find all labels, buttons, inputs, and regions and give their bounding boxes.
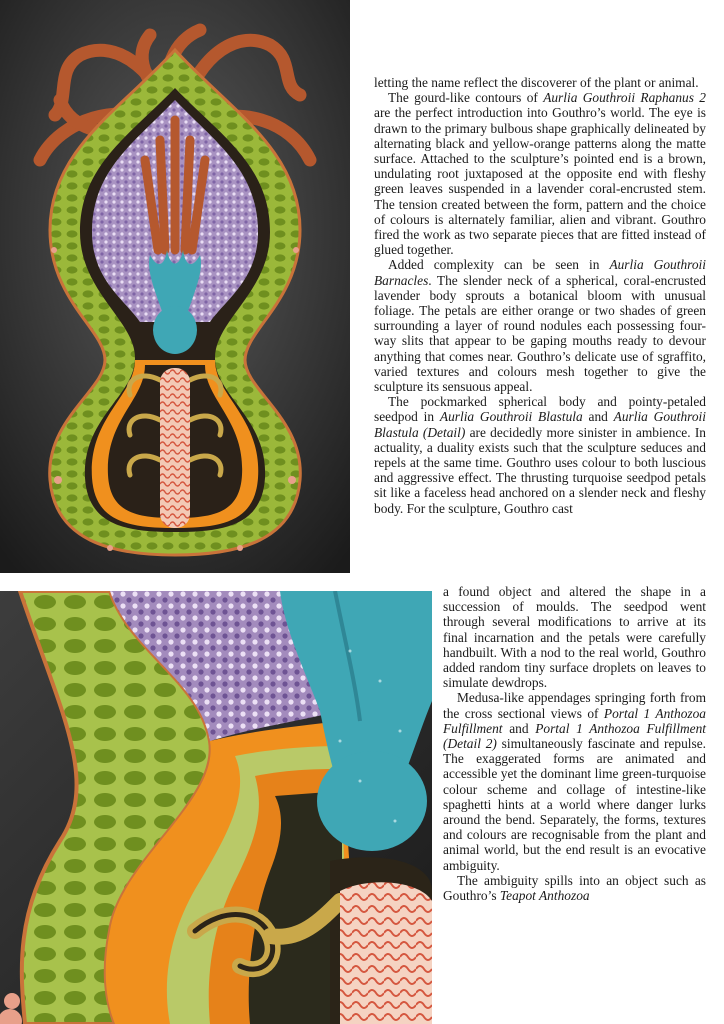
paragraph-text: Added complexity can be seen in (388, 257, 610, 273)
article-paragraph (374, 75, 706, 90)
artwork-title: Aurlia Gouthroii Barnacles (374, 257, 706, 288)
article-paragraph (374, 90, 706, 257)
article-paragraph (374, 257, 706, 394)
paragraph-text: The gourd-like contours of (388, 90, 544, 106)
paragraph-text: are decidedly more sinister in ambience. In actuality, a duality exists such that the sculpture seduces and repels at the same time. Gouthro uses colour to both luscious and aggressive effect. The thrusting turquoise seedpod petals sit like a faceless head anchored on a slender neck and fleshy body. For the sculpture, Gouthro cast (374, 424, 706, 516)
article-column-top (374, 75, 706, 516)
article-paragraph (374, 394, 706, 516)
artwork-title: Portal 1 Anthozoa Fulfillment (443, 705, 707, 736)
paragraph-text: simultaneously fascinate and repulse. The exaggerated forms are animated and accessible yet the dominant lime green-turquoise colour scheme and collage of intestine-like spaghetti hints at a world where danger lurks around the bend. Separately, the forms, textures and colours are recognisable from the plant and animal world, but the end result is an evocative ambiguity. (443, 736, 707, 873)
paragraph-text: The ambiguity spills into an object such as Gouthro’s (443, 872, 706, 904)
paragraph-text: . The slender neck of a spherical, coral-encrusted lavender body sprouts a botanical bloom with unusual foliage. The petals are either orange or two shades of green surrounding a layer of round nodules each possessing four-way slits that appear to be gaping mouths ready to devour anything that comes near. Gouthro’s delicate use of sgraffito, varied textures and colours mesh together to give the sculpture its sensuous appeal. (374, 272, 706, 395)
article-column-bottom (443, 584, 706, 903)
article-paragraph (443, 584, 706, 690)
paragraph-text: a found object and altered the shape in a succession of moulds. The seedpod went through several modifications to arrive at its final incarnation and the petals were carefully handbuilt. With a nod to the real world, Gouthro added random tiny surface droplets on leaves to simulate dewdrops. (443, 584, 706, 691)
paragraph-text: letting the name reflect the discoverer of the plant or animal. (374, 75, 699, 90)
paragraph-text: and (502, 720, 536, 736)
artwork-title: Aurlia Gouthroii Raphanus 2 (543, 90, 706, 106)
artwork-title: Aurlia Gouthroii Blastula (Detail) (374, 409, 706, 440)
sculpture-cross-section-photo (0, 0, 350, 573)
sculpture-photo (0, 0, 350, 573)
article-paragraph (443, 873, 706, 903)
sculpture-detail-image (0, 591, 432, 1024)
artwork-title: Portal 1 Anthozoa Fulfillment (Detail 2) (443, 720, 706, 752)
paragraph-text: Medusa-like appendages springing forth from the cross sectional views of (443, 690, 706, 721)
paragraph-text: are the perfect introduction into Gouthro’s world. The eye is drawn to the primary bulbous shape graphically delineated by alternating black and yellow-orange patterns along the matte surface. Attached to the sculpture’s pointed end is a brown, undulating root juxtaposed at the opposite end with fleshy green leaves suspended in a lavender coral-encrusted stem. The tension created between the form, pattern and the choice of colours is alternately familiar, alien and vibrant. Gouthro fired the work as two separate pieces that are fitted instead of glued together. (374, 105, 706, 258)
artwork-title: Teapot Anthozoa (499, 888, 590, 904)
article-paragraph (443, 690, 706, 872)
paragraph-text: The pockmarked spherical body and pointy-petaled seedpod in (374, 394, 706, 425)
sculpture-detail-photo (0, 591, 432, 1024)
paragraph-text: and (582, 409, 614, 425)
artwork-title: Aurlia Gouthroii Blastula (439, 409, 583, 425)
